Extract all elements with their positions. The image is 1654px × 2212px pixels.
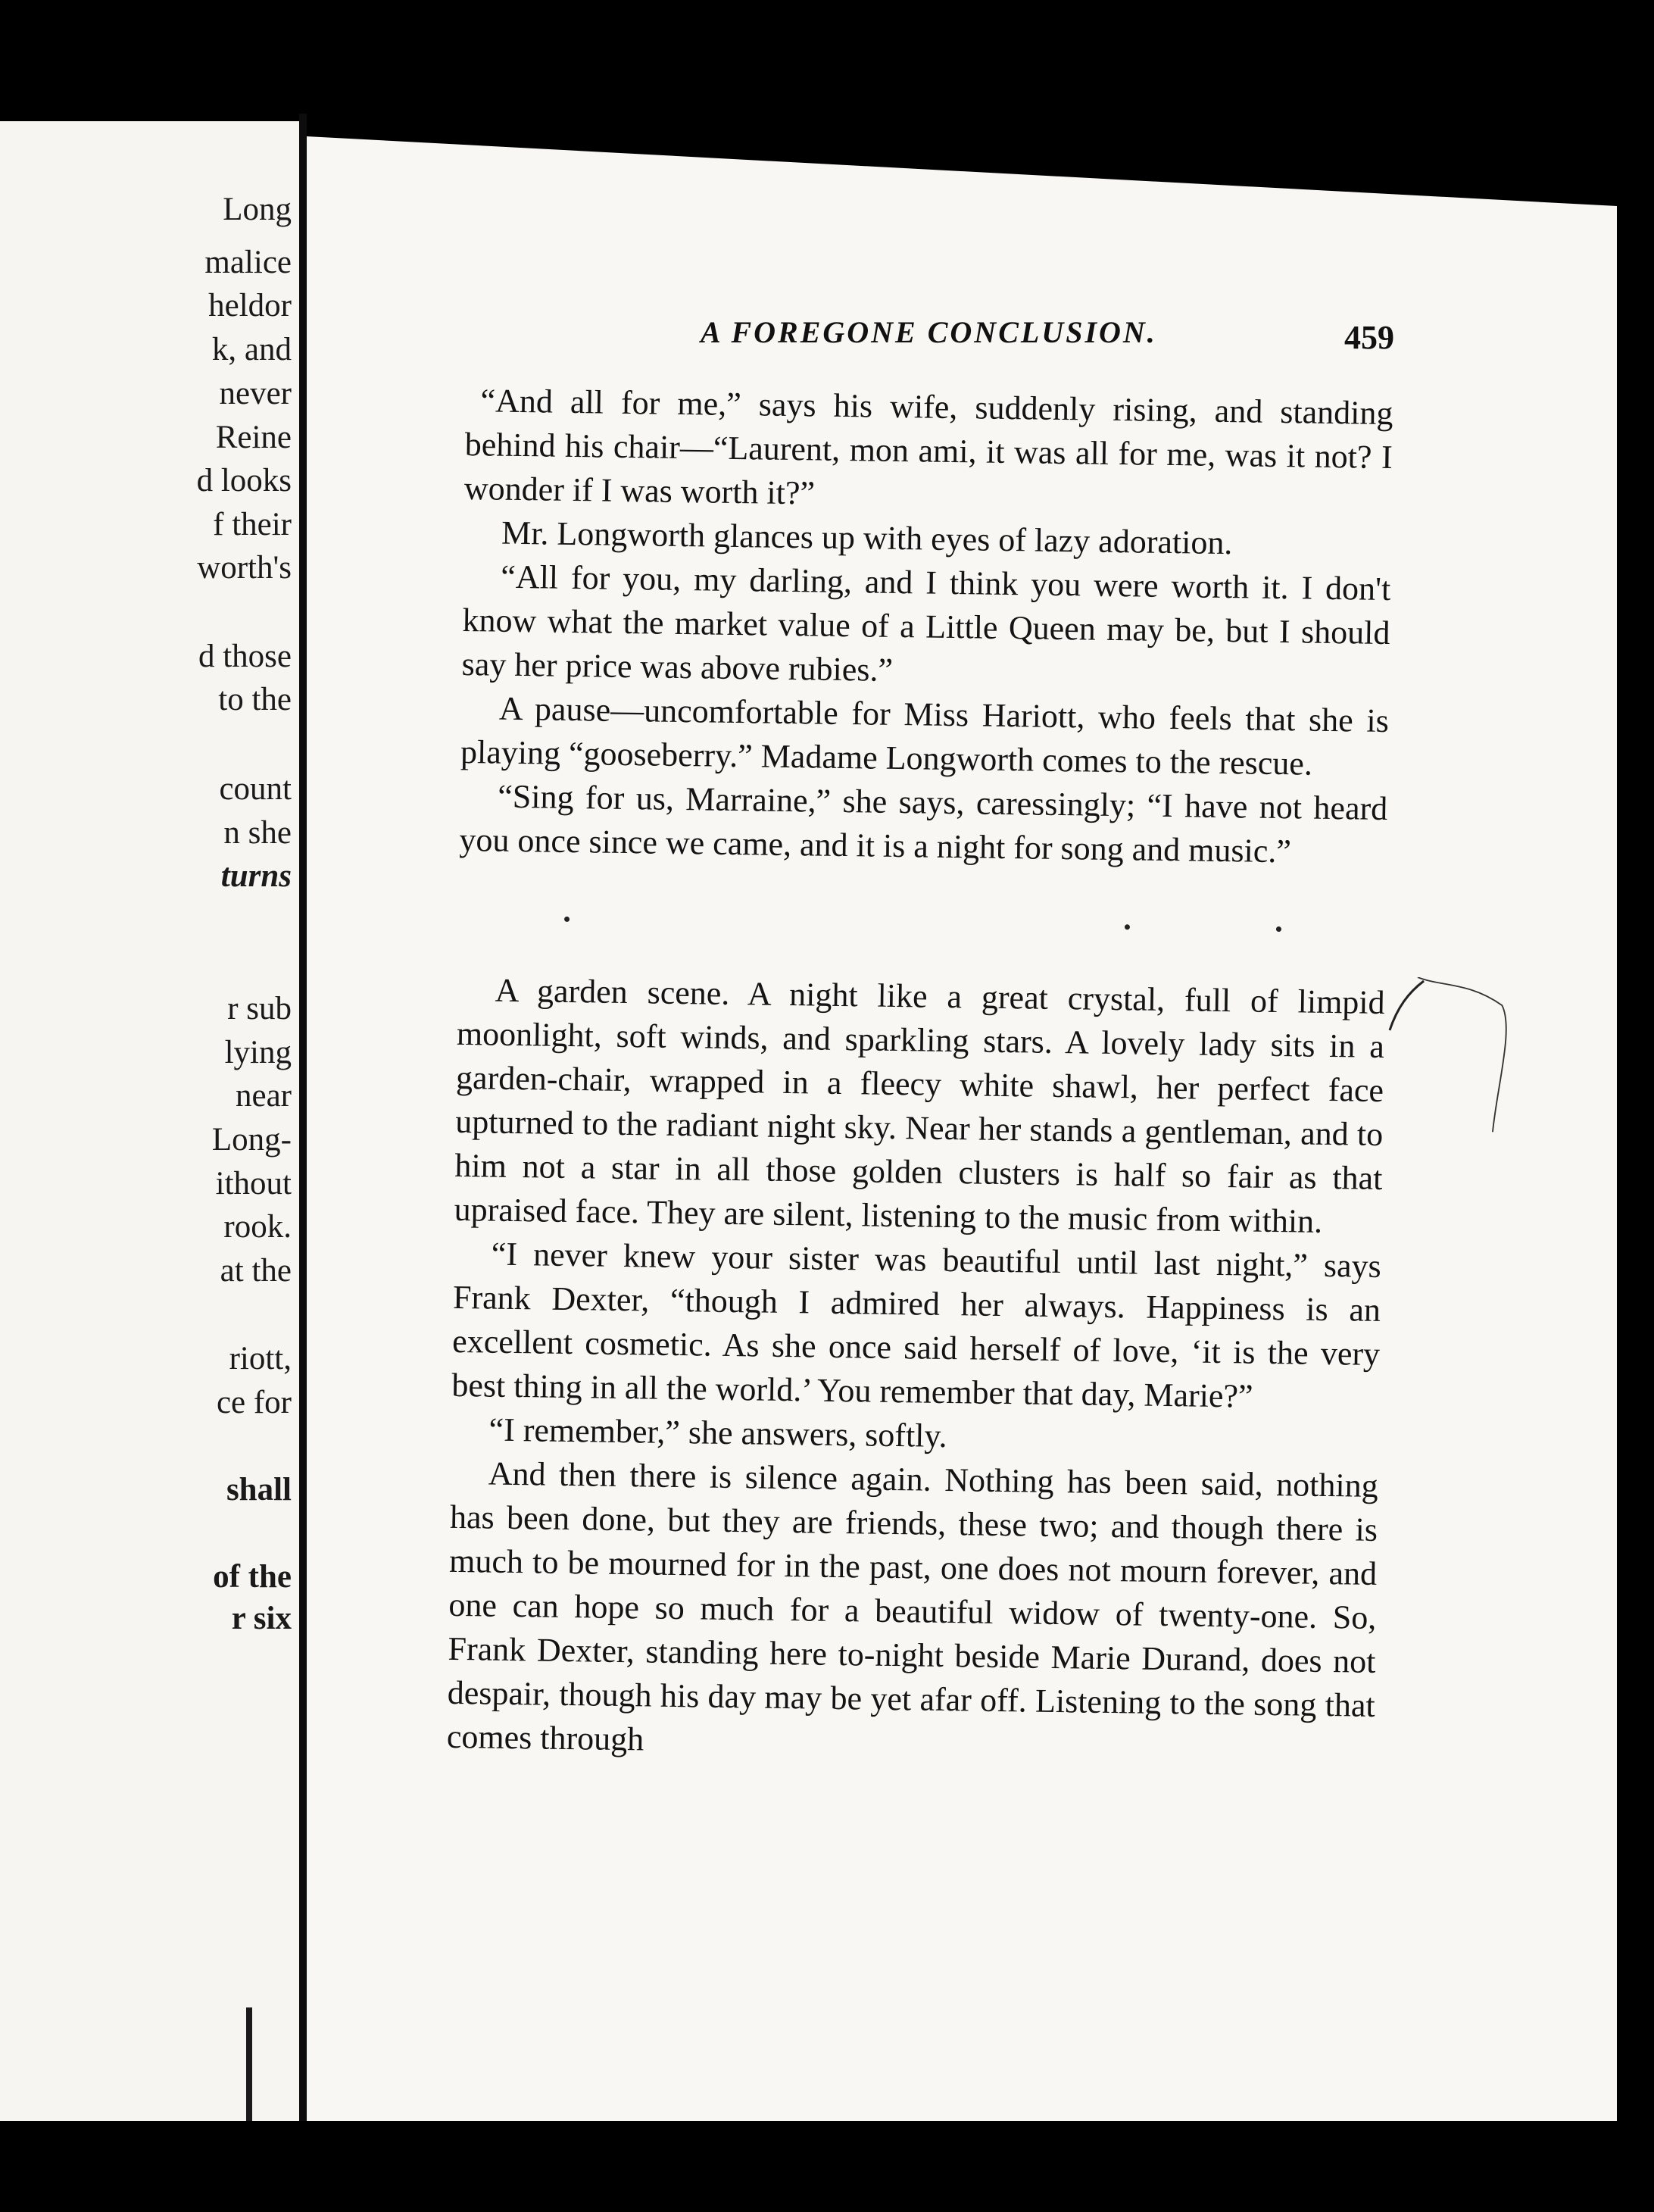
left-line-16: lying <box>224 1035 292 1070</box>
left-line-8: f their <box>213 507 292 542</box>
left-line-14: turns <box>220 858 292 894</box>
book-gutter <box>299 114 307 2144</box>
left-line-23: ce for <box>216 1385 292 1420</box>
page-body <box>447 379 1393 1772</box>
left-line-12: count <box>219 771 292 807</box>
paragraph-5: “Sing for us, Marraine,” she says, caressingly; “I have not heard you once since we came, and it is a night for song and music.” <box>459 777 1388 870</box>
paragraph-7: “I never knew your sister was beautiful until last night,” says Frank Dexter, “though I admired her always. Happiness is an excellent cosmetic. As she once said herself of love, ‘it is the very best thing in all the world.’ You remember that day, Marie?” <box>451 1235 1382 1415</box>
page-number: 459 <box>1344 319 1394 356</box>
left-line-26: r six <box>231 1601 292 1636</box>
left-line-24: shall <box>226 1472 292 1507</box>
running-head: A FOREGONE CONCLUSION. <box>701 315 1157 349</box>
break-dot <box>1276 926 1281 932</box>
left-line-19: ithout <box>215 1166 292 1201</box>
paragraph-1: “And all for me,” says his wife, suddenly rising, and standing behind his chair—“Laurent, mon ami, it was all for me, was it not? I wonder if I was worth it?” <box>463 382 1393 512</box>
paragraph-4: A pause—uncomfortable for Miss Hariott, who feels that she is playing “gooseberry.” Madame Longworth comes to the rescue. <box>460 689 1390 783</box>
left-line-22: riott, <box>229 1341 292 1376</box>
left-line-13: n she <box>223 815 292 851</box>
left-line-20: rook. <box>223 1209 292 1245</box>
paragraph-2: Mr. Longworth glances up with eyes of lazy adoration. <box>501 514 1233 562</box>
break-dot <box>564 917 570 922</box>
left-line-15: r sub <box>227 991 292 1026</box>
page-bottom-shadow <box>242 2121 1651 2212</box>
left-line-7: d looks <box>196 463 292 498</box>
left-line-1: Long <box>223 192 292 227</box>
left-line-4: k, and <box>211 332 292 367</box>
section-break <box>457 862 1387 981</box>
left-line-2: malice <box>204 245 292 280</box>
left-line-25: of the <box>213 1559 292 1595</box>
paragraph-6: A garden scene. A night like a great crystal, full of limpid moonlight, soft winds, and sparkling stars. A lovely lady sits in a garden-chair, wrapped in a fleecy white shawl, her perfect face upturned to the radiant night sky. Near her stands a gentleman, and to him not a star in all those golden clusters is half so fair as that upraised face. They are silent, listening to the music from within. <box>454 971 1385 1240</box>
left-line-9: worth's <box>197 550 292 586</box>
left-line-17: near <box>236 1078 292 1114</box>
scratch-mark-small <box>1378 977 1439 1038</box>
break-dot <box>1125 924 1130 929</box>
paragraph-3: “All for you, my darling, and I think you were worth it. I don't know what the market value of a Little Queen may be, but I should say her price was above rubies.” <box>461 558 1391 689</box>
left-facing-page <box>0 121 299 2121</box>
left-line-21: at the <box>220 1253 292 1289</box>
left-line-3: heldor <box>208 288 292 323</box>
left-line-18: Long- <box>211 1122 292 1158</box>
left-line-10: d those <box>198 639 292 674</box>
left-line-11: to the <box>218 682 292 717</box>
left-line-5: never <box>219 376 292 411</box>
paragraph-9: And then there is silence again. Nothing has been said, nothing has been done, but they are friends, these two; and though there is much to be mourned for in the past, one does not mourn forever, and one can hope so much for a beautiful widow of twenty-one. So, Frank Dexter, standing here to-night beside Marie Durand, does not despair, though his day may be yet afar off. Listening to the song that comes through <box>446 1454 1379 1758</box>
paragraph-8: “I remember,” she answers, softly. <box>488 1411 947 1455</box>
left-line-6: Reine <box>215 420 292 455</box>
